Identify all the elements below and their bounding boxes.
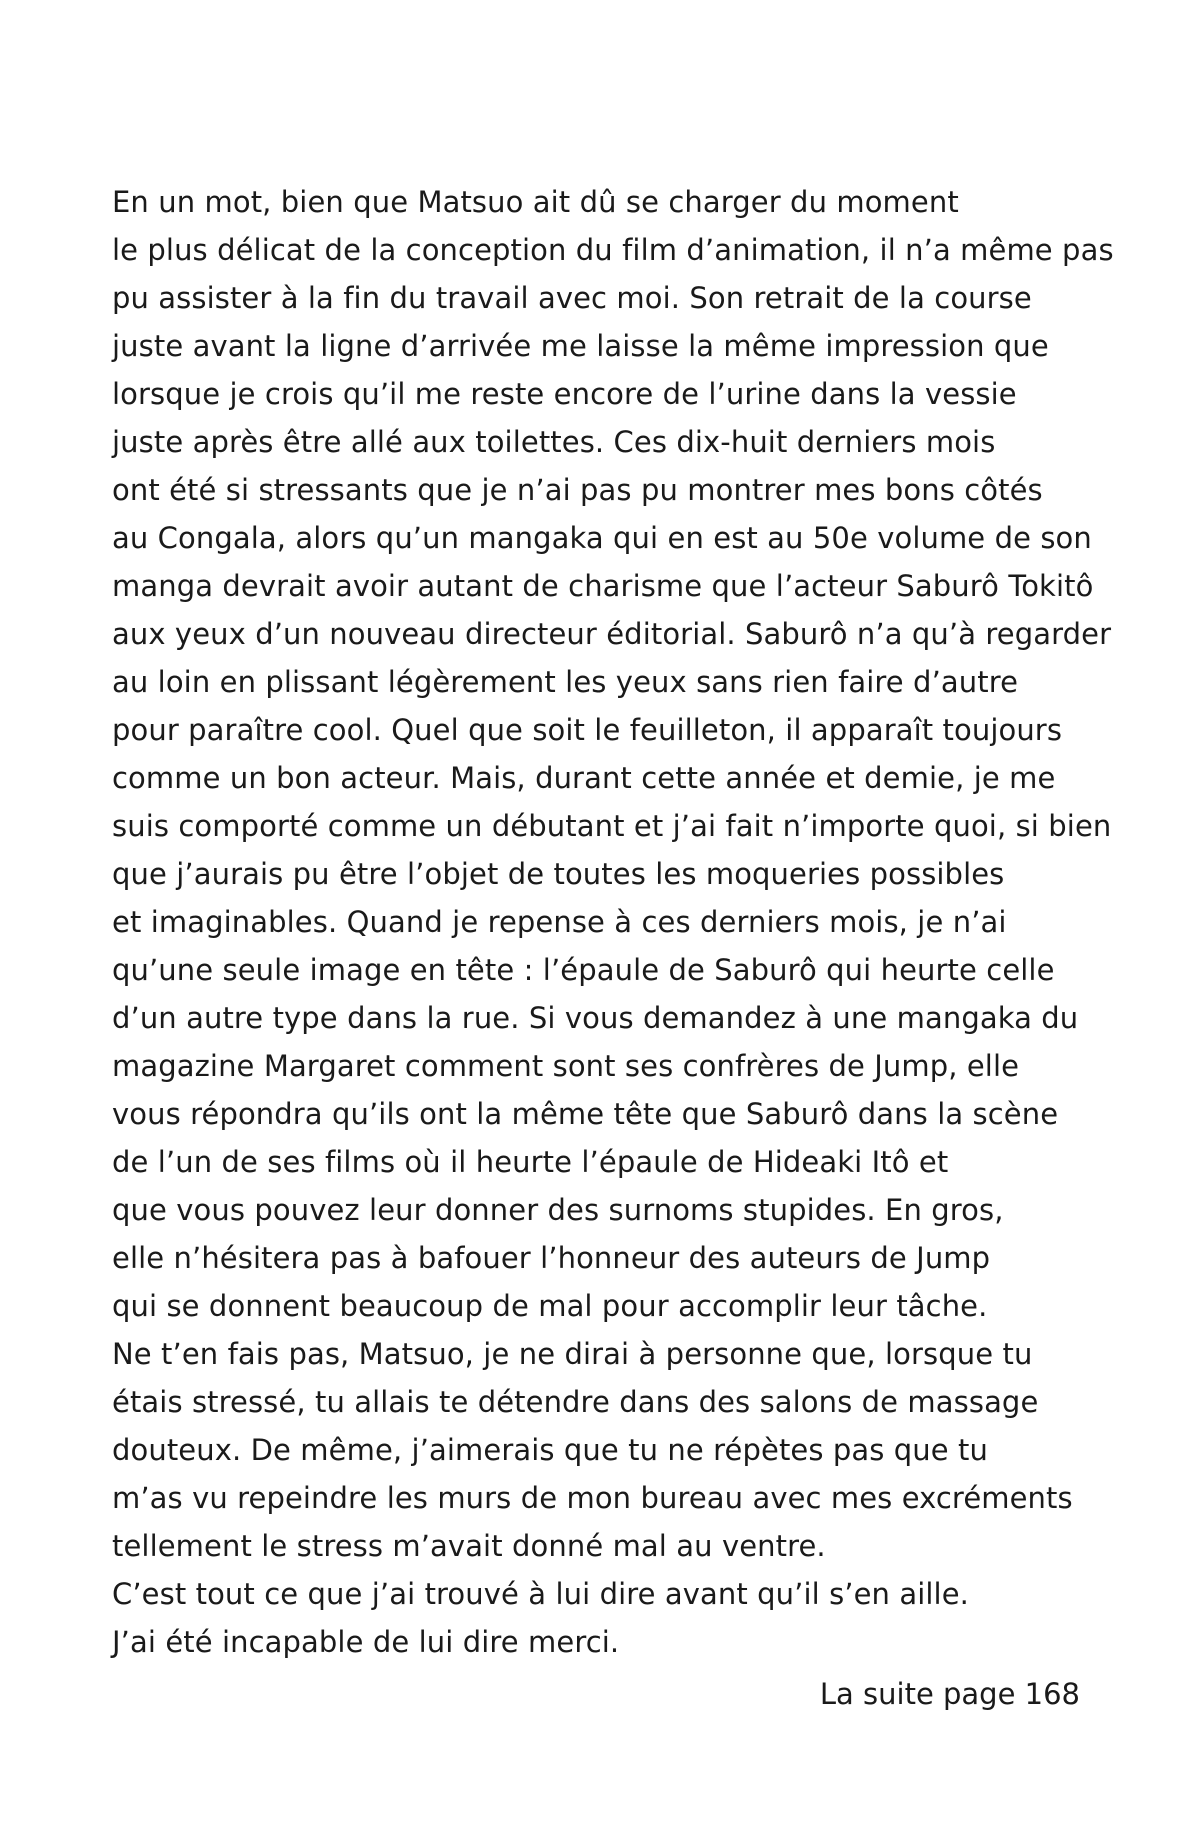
text-line: d’un autre type dans la rue. Si vous demandez à une mangaka du [112,1001,1079,1035]
text-line: En un mot, bien que Matsuo ait dû se charger du moment [112,185,959,219]
text-line: elle n’hésitera pas à bafouer l’honneur des auteurs de Jump [112,1241,991,1275]
text-line: m’as vu repeindre les murs de mon bureau avec mes excréments [112,1481,1073,1515]
text-line: manga devrait avoir autant de charisme que l’acteur Saburô Tokitô [112,569,1094,603]
text-line: ont été si stressants que je n’ai pas pu montrer mes bons côtés [112,473,1043,507]
text-line: que vous pouvez leur donner des surnoms stupides. En gros, [112,1193,1004,1227]
text-line: étais stressé, tu allais te détendre dans des salons de massage [112,1385,1039,1419]
text-line: Ne t’en fais pas, Matsuo, je ne dirai à personne que, lorsque tu [112,1337,1033,1371]
body-text [112,178,1112,1666]
text-line: magazine Margaret comment sont ses confrères de Jump, elle [112,1049,1020,1083]
text-line: lorsque je crois qu’il me reste encore de l’urine dans la vessie [112,377,1017,411]
text-line: pu assister à la fin du travail avec moi. Son retrait de la course [112,281,1032,315]
text-line: douteux. De même, j’aimerais que tu ne répètes pas que tu [112,1433,988,1467]
text-line: C’est tout ce que j’ai trouvé à lui dire avant qu’il s’en aille. [112,1577,969,1611]
text-line: qu’une seule image en tête : l’épaule de Saburô qui heurte celle [112,953,1055,987]
text-line: qui se donnent beaucoup de mal pour accomplir leur tâche. [112,1289,988,1323]
text-line: au loin en plissant légèrement les yeux sans rien faire d’autre [112,665,1019,699]
text-line: vous répondra qu’ils ont la même tête que Saburô dans la scène [112,1097,1059,1131]
text-line: aux yeux d’un nouveau directeur éditorial. Saburô n’a qu’à regarder [112,617,1112,651]
text-line: et imaginables. Quand je repense à ces derniers mois, je n’ai [112,905,1007,939]
text-line: au Congala, alors qu’un mangaka qui en est au 50e volume de son [112,521,1092,555]
text-line: tellement le stress m’avait donné mal au ventre. [112,1529,826,1563]
text-line: suis comporté comme un débutant et j’ai fait n’importe quoi, si bien [112,809,1112,843]
text-line: pour paraître cool. Quel que soit le feuilleton, il apparaît toujours [112,713,1063,747]
continued-page-note: La suite page 168 [819,1677,1080,1711]
text-line: le plus délicat de la conception du film d’animation, il n’a même pas [112,233,1114,267]
text-line: J’ai été incapable de lui dire merci. [112,1625,620,1659]
text-line: que j’aurais pu être l’objet de toutes les moqueries possibles [112,857,1005,891]
text-line: juste avant la ligne d’arrivée me laisse la même impression que [112,329,1049,363]
text-line: de l’un de ses films où il heurte l’épaule de Hideaki Itô et [112,1145,949,1179]
text-line: juste après être allé aux toilettes. Ces dix-huit derniers mois [112,425,996,459]
text-line: comme un bon acteur. Mais, durant cette année et demie, je me [112,761,1056,795]
